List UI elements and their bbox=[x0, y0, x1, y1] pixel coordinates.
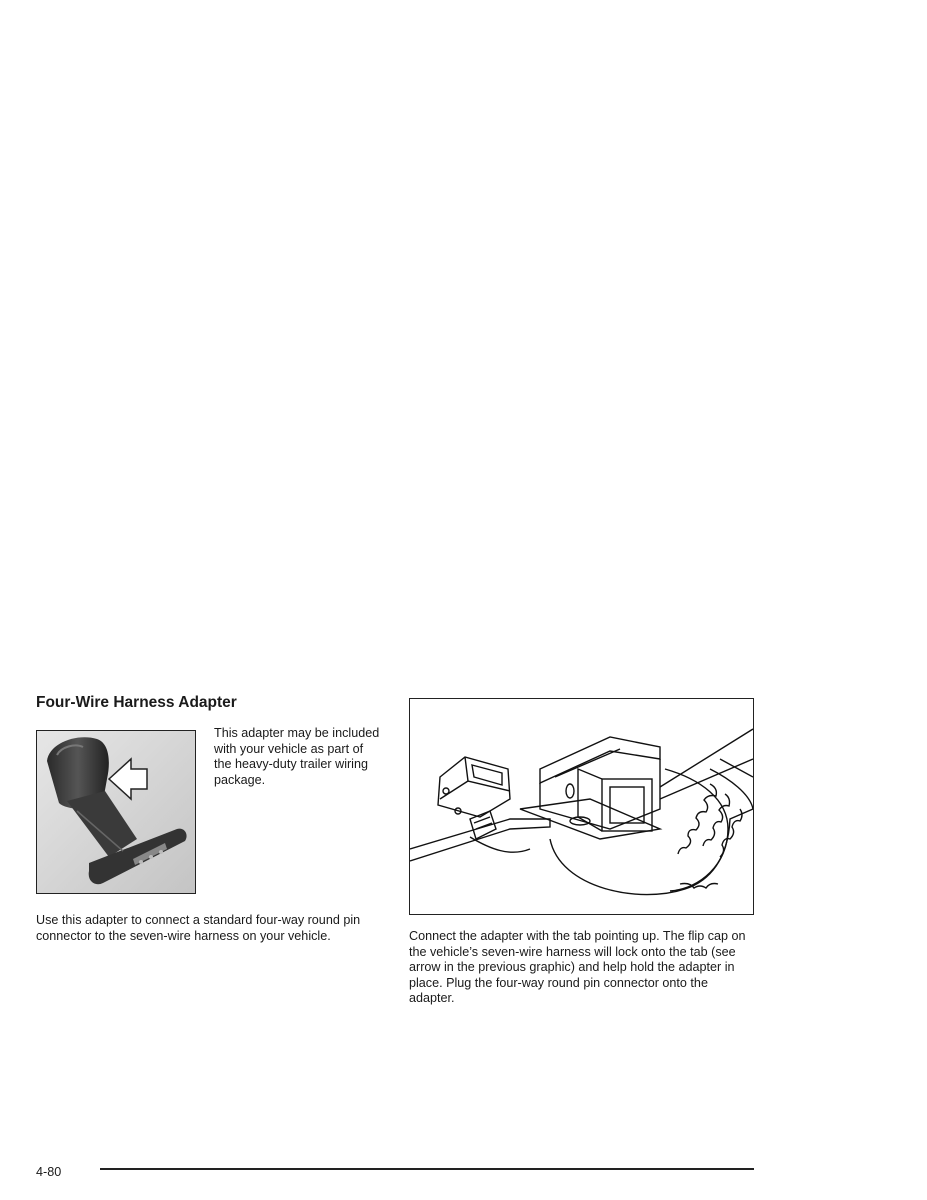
page-number: 4-80 bbox=[36, 1165, 62, 1179]
instructions-paragraph: Connect the adapter with the tab pointing up. The flip cap on the vehicle’s seven-wire harness will lock onto the tab (see arrow in the previous graphic) and help hold the adapter in place. Plug the four-way round pin connector onto the adapter. bbox=[409, 929, 746, 1005]
section-heading: Four-Wire Harness Adapter bbox=[36, 694, 237, 711]
usage-paragraph: Use this adapter to connect a standard four-way round pin connector to the seven-wire harness on your vehicle. bbox=[36, 913, 361, 943]
hitch-illustration bbox=[409, 698, 754, 915]
adapter-description: This adapter may be included with your vehicle as part of the heavy-duty trailer wiring package. bbox=[214, 726, 380, 787]
footer-rule bbox=[100, 1168, 754, 1170]
adapter-photo bbox=[36, 730, 196, 894]
